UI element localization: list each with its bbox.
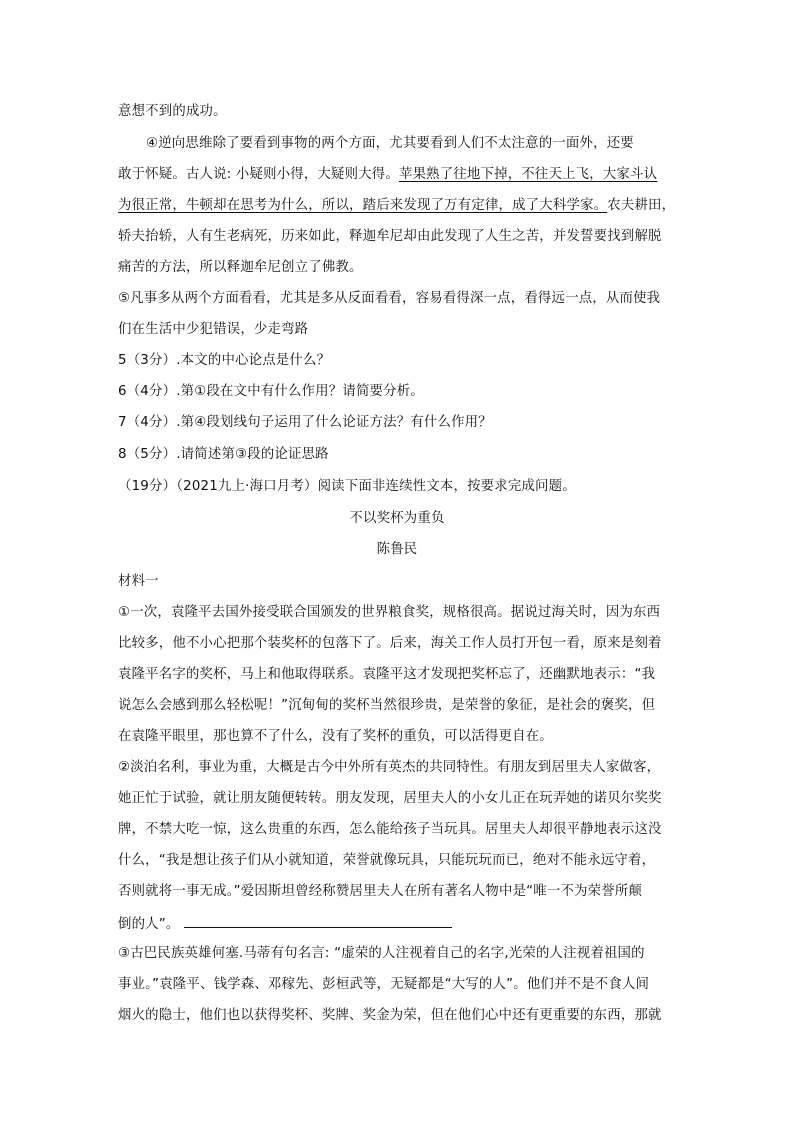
- paragraph-4-line-5: 痛苦的方法，所以释迦牟尼创立了佛教。: [118, 260, 363, 275]
- paragraph-5-line-2: 们在生活中少犯错误，少走弯路: [118, 322, 309, 337]
- paragraph-5-line-1: ⑤凡事多从两个方面看看，尤其是多从反面看看，容易看得深一点，看得远一点，从而使我: [118, 291, 661, 306]
- question-7: 7（4分）.第④段划线句子运用了什么论证方法？有什么作用？: [118, 415, 492, 430]
- material-2-line-1: ②淡泊名利，事业为重，大概是古今中外所有英杰的共同特性。有朋友到居里夫人家做客，: [118, 760, 661, 775]
- material-2-text: 倒的人”。: [118, 917, 180, 932]
- article-author: 陈鲁民: [376, 542, 418, 557]
- question-6: 6（4分）.第①段在文中有什么作用？请简要分析。: [118, 384, 424, 399]
- question-8: 8（5分）.请简述第③段的论证思路: [118, 447, 329, 462]
- material-label: 材料一: [118, 574, 159, 589]
- underlined-sentence: 为很正常，牛顿却在思考为什么，所以，踏后来发现了万有定律，成了大科学家。: [118, 198, 608, 213]
- material-2-line-5: 否则就将一事无成。”爱因斯坦曾经称赞居里夫人在所有著名人物中是“唯一不为荣誉所颠: [118, 884, 643, 899]
- section-intro: （19分）（2021九上·海口月考）阅读下面非连续性文本，按要求完成问题。: [118, 479, 576, 494]
- material-1-line-5: 在袁隆平眼里，那也算不了什么，没有了奖杯的重负，可以活得更自在。: [118, 729, 553, 744]
- material-3-line-2: 事业。”袁隆平、钱学森、邓稼先、彭桓武等，无疑都是“大写的人”。他们并不是不食人间: [118, 977, 650, 992]
- material-3-line-3: 烟火的隐士，他们也以获得奖杯、奖牌、奖金为荣，但在他们心中还有更重要的东西，那就: [118, 1008, 662, 1023]
- answer-blank-line[interactable]: [184, 913, 452, 928]
- material-2-line-4: 什么，“我是想让孩子们从小就知道，荣誉就像玩具，只能玩玩而已，绝对不能永远守着，: [118, 853, 656, 868]
- paragraph-4-line-4: 轿夫抬轿，人有生老病死，历来如此，释迦牟尼却由此发现了人生之苦，并发誓要找到解脱: [118, 229, 662, 244]
- underlined-sentence: 苹果熟了往地下掉，不往天上飞，大家斗认: [398, 167, 658, 182]
- material-2-line-3: 牌，不禁大吃一惊，这么贵重的东西，怎么能给孩子当玩具。居里夫人却很平静地表示这没: [118, 822, 662, 837]
- paragraph-4-text: 敢于怀疑。古人说: 小疑则小得，大疑则大得。: [118, 167, 399, 182]
- paragraph-4-line-1: ④逆向思维除了要看到事物的两个方面，尤其要看到人们不太注意的一面外，还要: [146, 136, 634, 151]
- material-2-line-6: [118, 913, 678, 935]
- material-1-line-4: 说怎么会感到那么轻松呢！”沉甸甸的奖杯当然很珍贵，是荣誉的象征，是社会的褒奖，但: [118, 698, 656, 713]
- article-title: 不以奖杯为重负: [349, 511, 445, 526]
- material-2-line-2: 她正忙于试验，就让朋友随便转转。朋友发现，居里夫人的小女儿正在玩弄她的诺贝尔奖奖: [118, 791, 662, 806]
- material-1-line-1: ①一次，袁隆平去国外接受联合国颁发的世界粮食奖，规格很高。据说过海关时，因为东西: [118, 605, 661, 620]
- material-3-line-1: ③古巴民族英雄何塞.马蒂有句名言: “虚荣的人注视着自己的名字,光荣的人注视着祖国的: [118, 946, 645, 961]
- question-5: 5（3分）.本文的中心论点是什么？: [118, 353, 331, 368]
- paragraph-4-line-2: [118, 165, 678, 185]
- material-1-line-3: 袁隆平名字的奖杯，马上和他取得联系。袁隆平这才发现把奖杯忘了，还幽默地表示：“我: [118, 667, 656, 682]
- paragraph-4-text: 农夫耕田，: [607, 198, 676, 213]
- material-1-line-2: 比较多，他不小心把那个装奖杯的包落下了。后来，海关工作人员打开包一看，原来是刻着: [118, 636, 662, 651]
- paragraph-4-continuation: 意想不到的成功。: [118, 104, 227, 119]
- paragraph-4-line-3: [118, 196, 678, 216]
